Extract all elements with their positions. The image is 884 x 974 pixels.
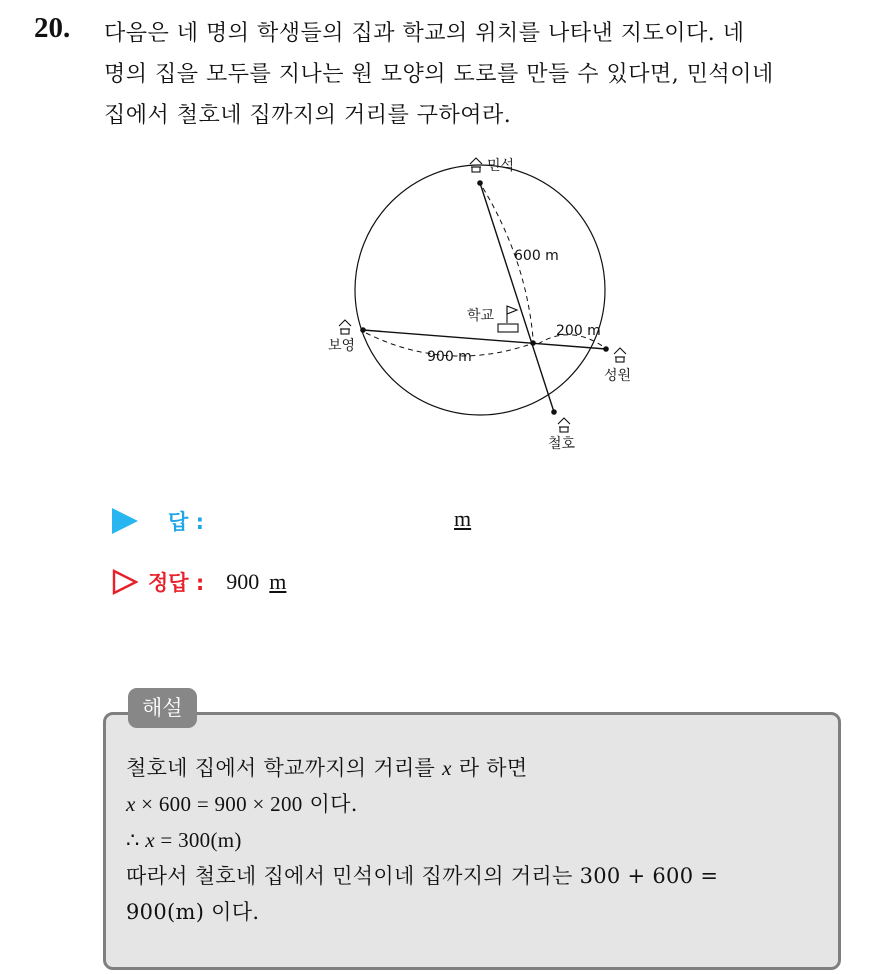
point-seongwon [603, 346, 609, 352]
explanation-line: 900(m) 이다. [126, 900, 260, 924]
question-number: 20. [34, 12, 71, 44]
explanation-line: 따라서 철호네 집에서 민석이네 집까지의 거리는 300 + 600 = [126, 864, 719, 888]
map-diagram [300, 150, 660, 470]
chord-minseok-cheolho [480, 183, 554, 412]
correct-answer-unit: m [269, 569, 287, 594]
house-icon [558, 418, 570, 432]
house-icon [614, 348, 626, 362]
question-line: 다음은 네 명의 학생들의 집과 학교의 위치를 나타낸 지도이다. 네 [104, 21, 745, 46]
distance-900m: 900 m [427, 349, 472, 365]
point-cheolho [551, 409, 557, 415]
circular-road [355, 165, 605, 415]
label-cheolho: 철호 [548, 436, 576, 452]
question-text [104, 13, 864, 136]
label-seongwon: 성원 [604, 368, 632, 384]
distance-600m: 600 m [514, 248, 559, 264]
play-triangle-icon [112, 508, 138, 534]
answer-label: 답 : [168, 510, 204, 534]
school-flag-icon [498, 306, 518, 332]
outline-triangle-icon [112, 569, 138, 595]
explanation-line: x × 600 = 900 × 200 이다. [126, 792, 358, 816]
correct-answer-row [112, 567, 286, 597]
label-boyoung: 보영 [328, 338, 356, 354]
point-school [530, 340, 536, 346]
answer-unit: m [454, 506, 472, 531]
point-boyoung [360, 327, 366, 333]
question-line: 명의 집을 모두를 지나는 원 모양의 도로를 만들 수 있다면, 민석이네 [104, 62, 774, 87]
question-line: 집에서 철호네 집까지의 거리를 구하여라. [104, 103, 512, 128]
explanation-line: ∴ x = 300(m) [126, 828, 242, 852]
explanation-line: 철호네 집에서 학교까지의 거리를 x 라 하면 [126, 756, 528, 780]
answer-row [112, 506, 204, 536]
correct-answer-value: 900 [226, 569, 260, 594]
correct-answer-label: 정답 : [148, 571, 205, 595]
label-school: 학교 [467, 308, 495, 324]
explanation-tab: 해설 [128, 688, 197, 728]
point-minseok [477, 180, 483, 186]
distance-200m: 200 m [556, 323, 601, 339]
house-icon [339, 320, 351, 334]
explanation-text [126, 750, 836, 930]
label-minseok: 민석 [487, 158, 515, 174]
